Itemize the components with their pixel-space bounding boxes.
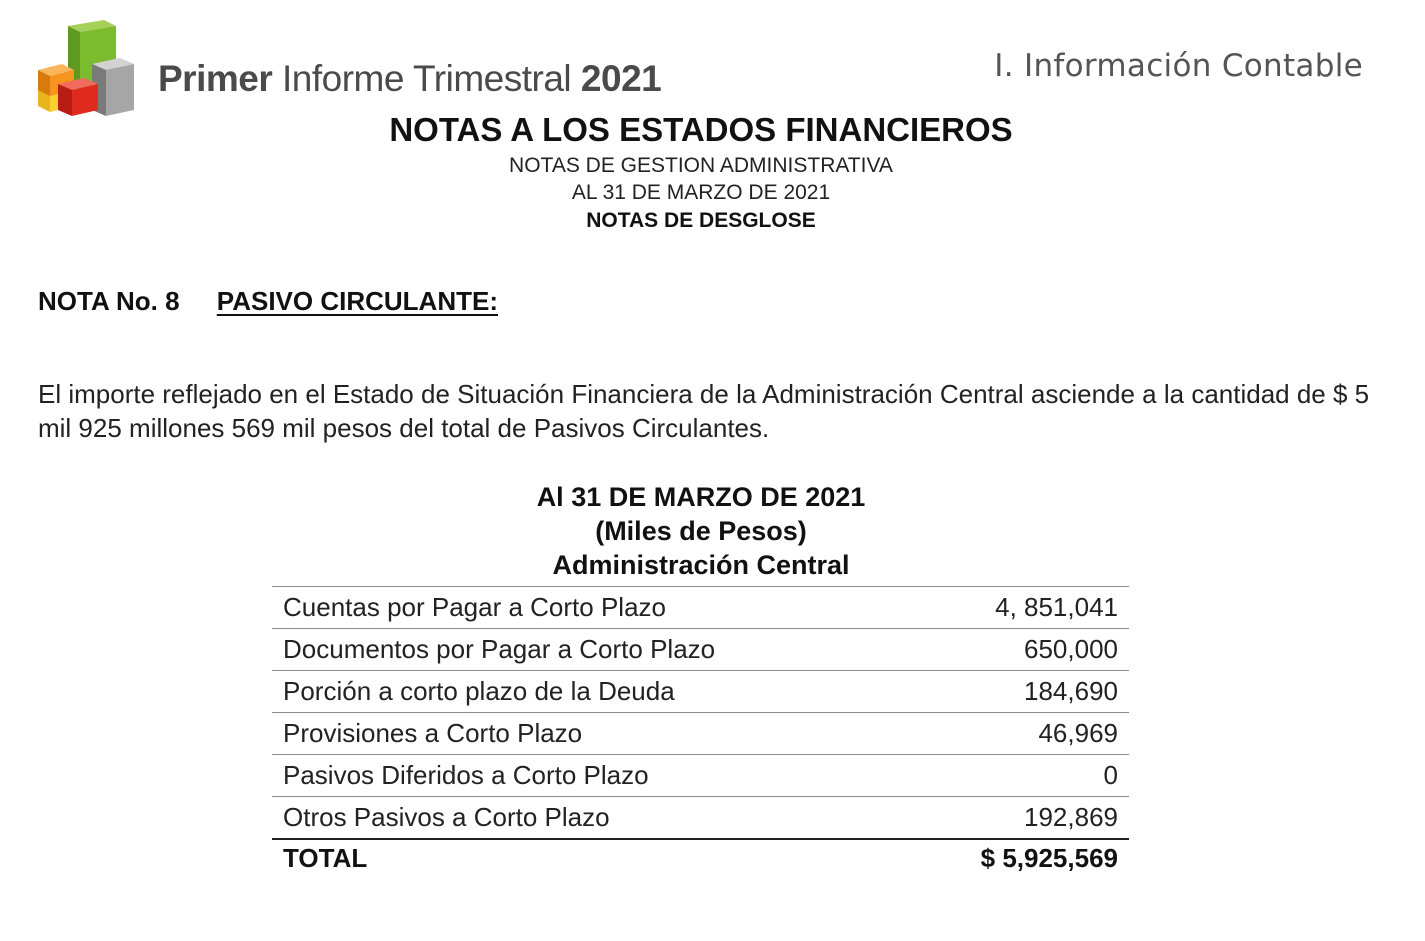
row-amount: 650,000 [906, 629, 1129, 671]
row-amount: 46,969 [906, 713, 1129, 755]
row-concept: Porción a corto plazo de la Deuda [272, 671, 906, 713]
row-concept: Pasivos Diferidos a Corto Plazo [272, 755, 906, 797]
report-title [158, 58, 661, 100]
table-caption [0, 480, 1402, 582]
report-title-regular: Informe Trimestral [282, 58, 572, 99]
table-row [272, 755, 1129, 797]
heading-notes-type: NOTAS DE DESGLOSE [586, 209, 816, 232]
table-row [272, 629, 1129, 671]
table-caption-date: Al 31 DE MARZO DE 2021 [536, 482, 866, 512]
liabilities-table [272, 586, 1129, 876]
note-number: NOTA No. 8 [38, 286, 180, 316]
row-concept: Otros Pasivos a Corto Plazo [272, 797, 906, 840]
table-row [272, 713, 1129, 755]
row-amount: 4, 851,041 [906, 587, 1129, 629]
heading-main: NOTAS A LOS ESTADOS FINANCIEROS [389, 111, 1013, 148]
heading-date: AL 31 DE MARZO DE 2021 [571, 181, 831, 204]
table-row [272, 587, 1129, 629]
total-label: TOTAL [272, 839, 906, 876]
note-paragraph: El importe reflejado en el Estado de Situación Financiera de la Administración Central asciende a la cantidad de $ 5 mil 925 millones 569 mil pesos del total de Pasivos Circulantes. [38, 379, 1370, 443]
table-caption-units: (Miles de Pesos) [595, 516, 807, 546]
logo-icon [36, 18, 136, 118]
note-heading [38, 286, 498, 317]
heading-subtitle: NOTAS DE GESTION ADMINISTRATIVA [509, 154, 893, 177]
row-amount: 184,690 [906, 671, 1129, 713]
row-concept: Provisiones a Corto Plazo [272, 713, 906, 755]
note-title: PASIVO CIRCULANTE: [216, 286, 498, 316]
total-amount: $ 5,925,569 [906, 839, 1129, 876]
document-heading [0, 108, 1402, 235]
row-amount: 0 [906, 755, 1129, 797]
table-row [272, 797, 1129, 840]
report-title-year: 2021 [580, 58, 662, 99]
section-label: I. Información Contable [994, 48, 1363, 84]
table-caption-entity: Administración Central [552, 550, 850, 580]
row-amount: 192,869 [906, 797, 1129, 840]
report-title-bold: Primer [158, 58, 273, 99]
row-concept: Cuentas por Pagar a Corto Plazo [272, 587, 906, 629]
table-row [272, 671, 1129, 713]
row-concept: Documentos por Pagar a Corto Plazo [272, 629, 906, 671]
table-total-row [272, 839, 1129, 876]
